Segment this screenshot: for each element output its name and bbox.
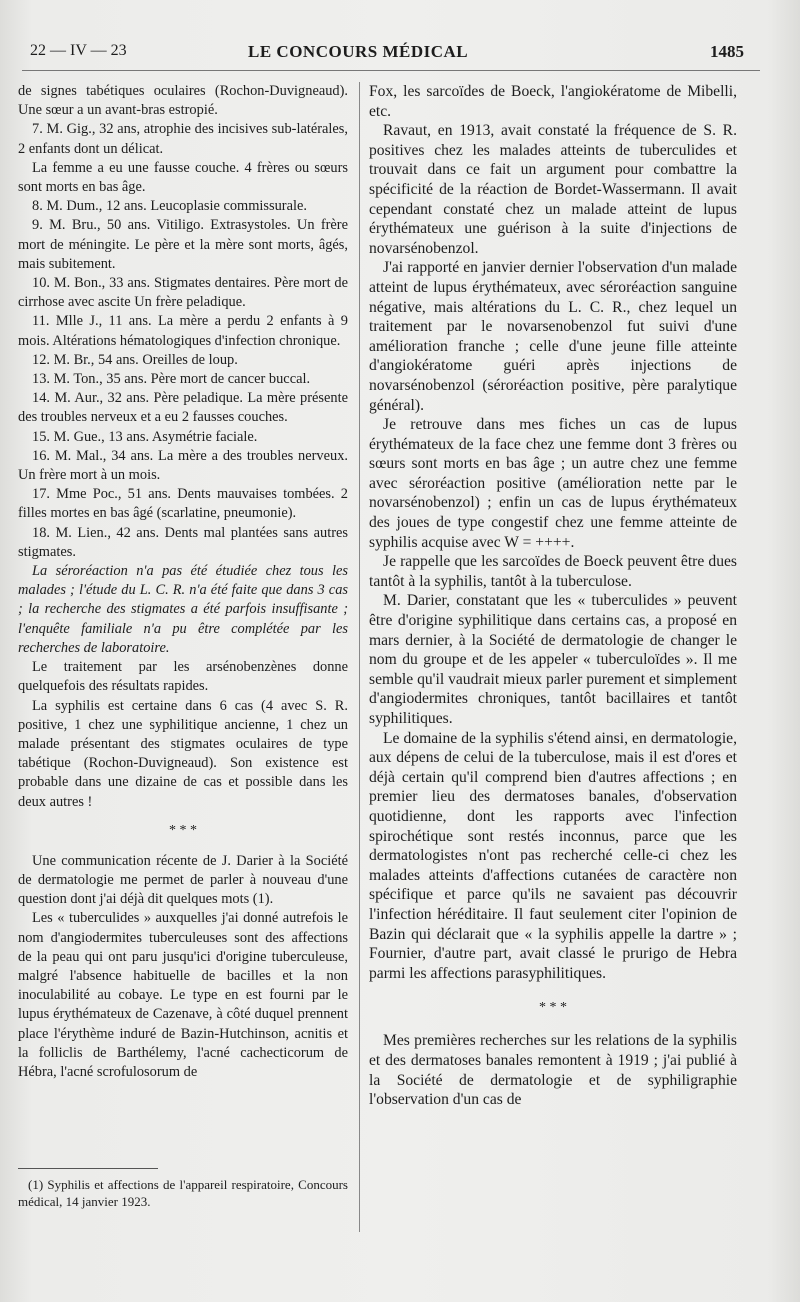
paragraph: 7. M. Gig., 32 ans, atrophie des incisives sub-latérales, 2 enfants dont un délicat.	[18, 121, 348, 157]
paragraph: 10. M. Bon., 33 ans. Stigmates dentaires. Père mort de cirrhose avec ascite Un frère peladique.	[18, 275, 348, 311]
header-date: 22 — IV — 23	[30, 42, 127, 59]
paragraph: 15. M. Gue., 13 ans. Asymétrie faciale.	[32, 428, 258, 445]
paragraph: Fox, les sarcoïdes de Boeck, l'angiokératome de Mibelli, etc.	[369, 83, 737, 120]
paragraph: 11. Mlle J., 11 ans. La mère a perdu 2 enfants à 9 mois. Altérations hématologiques d'infection chronique.	[18, 313, 348, 349]
paragraph: 9. M. Bru., 50 ans. Vitiligo. Extrasystoles. Un frère mort de méningite. Le père et la mère sont morts, âgés, mais subitement.	[18, 217, 348, 272]
paragraph: 12. M. Br., 54 ans. Oreilles de loup.	[32, 351, 238, 368]
paragraph: 13. M. Ton., 35 ans. Père mort de cancer buccal.	[32, 371, 311, 388]
left-paragraphs-after	[18, 852, 348, 1082]
paragraph: Une communication récente de J. Darier à la Société de dermatologie me permet de parler à nouveau d'une question dont j'ai déjà dit quelques mots (1).	[18, 852, 348, 908]
header-rule	[22, 70, 760, 71]
paragraph: La femme a eu une fausse couche. 4 frères ou sœurs sont morts en bas âge.	[18, 159, 348, 196]
right-paragraphs	[369, 82, 737, 983]
paragraph: M. Darier, constatant que les « tuberculides » peuvent être d'origine syphilitique dans certains cas, a proposé en mars dernier, à la Société de dermatologie de changer le nom du groupe et de les appeler « tuberculoïdes ». Il me semble qu'il vaudrait mieux parler purement et simplement d'angiodermites chroniques, tantôt bacillaires et tantôt syphilitiques.	[369, 592, 737, 727]
stars-text: * * *	[539, 1000, 567, 1016]
paragraph: Mes premières recherches sur les relations de la syphilis et des dermatoses banales remontent à 1919 ; j'ai publié à la Société de dermatologie et de syphiligraphie l'observation d'un cas de	[369, 1032, 737, 1109]
paragraph: La syphilis est certaine dans 6 cas (4 avec S. R. positive, 1 chez une syphilitique ancienne, 1 chez un malade présentant des stigmates oculaires de type tabétique (Rochon-Duvigneaud). Son existence est probable dans une dizaine de cas et possible dans les deux autres !	[18, 697, 348, 810]
paragraph: de signes tabétiques oculaires (Rochon-Duvigneaud). Une sœur a un avant-bras estropié.	[18, 83, 348, 119]
page-number: 1485	[710, 42, 744, 61]
footnote-text: (1) Syphilis et affections de l'appareil respiratoire, Concours médical, 14 janvier 1923.	[18, 1177, 348, 1209]
paragraph: Je retrouve dans mes fiches un cas de lupus érythémateux de la face chez une femme dont 3 frères ou sœurs sont morts en bas âge ; un autre chez une femme avec séroréaction positive (amélioration nette par le novarsénobenzol) ; enfin un cas de lupus érythémateux des joues de type congestif chez une femme atteinte de syphilis acquise avec W = ++++.	[369, 416, 737, 551]
paragraph: 17. Mme Poc., 51 ans. Dents mauvaises tombées. 2 filles mortes en bas âgé (scarlatine, pneumonie).	[18, 486, 348, 522]
left-column	[18, 82, 348, 1082]
right-paragraphs-after	[369, 1031, 737, 1109]
section-separator-stars	[18, 824, 348, 838]
paragraph: Le traitement par les arsénobenzènes donne quelquefois des résultats rapides.	[18, 659, 348, 695]
paragraph: Le domaine de la syphilis s'étend ainsi, en dermatologie, aux dépens de celui de la tuberculose, mais il est d'ores et déjà certain qu'il comprend bien d'autres affections ; en premier lieu des dermatoses banales, d'observation quotidienne, dont les rapports avec l'infection spirochétique sont restés inconnus, parce que les dermatologistes n'ont pas recherché celle-ci chez les malades atteints d'affections cutanées de caractère non spécifique et parce qu'ils ne savaient pas découvrir l'infection héréditaire. Il faut seulement citer l'opinion de Bazin qui déclarait que « la syphilis appelle la dartre » ; Fournier, d'autre part, avait classé le prurigo de Hebra parmi les affections parasyphilitiques.	[369, 729, 737, 982]
stars-text: * * *	[169, 822, 197, 838]
paragraph: Ravaut, en 1913, avait constaté la fréquence de S. R. positives chez les malades atteints de tuberculides et trouvait dans ce fait un argument pour combattre la spécificité de la réaction de Bordet-Wassermann. Il avait cependant constaté chez un malade atteint de lupus érythémateux une guérison à la suite d'injections de novarsénobenzol.	[369, 122, 737, 257]
footnote-rule	[18, 1168, 158, 1169]
paragraph: Je rappelle que les sarcoïdes de Boeck peuvent être dues tantôt à la syphilis, tantôt à la tuberculose.	[369, 553, 737, 590]
right-column	[369, 82, 737, 1110]
paragraph: J'ai rapporté en janvier dernier l'observation d'un malade atteint de lupus érythémateux, avec séroréaction sanguine négative, mais altérations du L. C. R., chez lequel un traitement par le novarsenobenzol fut suivi d'une amélioration franche ; celle d'une jeune fille atteinte d'angiokératome guéri après injections de novarsénobenzol (séroréaction positive, père paralytique général).	[369, 259, 737, 414]
journal-title: LE CONCOURS MÉDICAL	[248, 42, 469, 61]
section-separator-stars	[369, 1001, 737, 1015]
left-paragraphs	[18, 82, 348, 812]
paragraph: Les « tuberculides » auxquelles j'ai donné autrefois le nom d'angiodermites tuberculeuses sont des affections de la peau qui ont paru jusqu'ici d'origine tuberculeuse, malgré l'absence habituelle de bacilles et la non inoculabilité au cobaye. Le type en est fourni par le lupus érythémateux de Cazenave, à côté duquel prennent place l'érythème induré de Bazin-Hutchinson, acnitis et la folliclis de Barthélemy, l'acné cachecticorum de Hébra, l'acné scrofulosorum de	[18, 910, 348, 1080]
paragraph: 8. M. Dum., 12 ans. Leucoplasie commissurale.	[32, 198, 307, 215]
paragraph: La séroréaction n'a pas été étudiée chez tous les malades ; l'étude du L. C. R. n'a été faite que dans 3 cas ; la recherche des stigmates a été parfois insuffisante ; l'enquête familiale n'a pu être complétée par les recherches de laboratoire.	[18, 563, 348, 656]
paragraph: 14. M. Aur., 32 ans. Père peladique. La mère présente des troubles nerveux et a eu 2 fausses couches.	[18, 390, 348, 426]
page-header	[30, 42, 744, 66]
column-divider	[359, 82, 360, 1232]
paragraph: 18. M. Lien., 42 ans. Dents mal plantées sans autres stigmates.	[18, 524, 348, 560]
paragraph: 16. M. Mal., 34 ans. La mère a des troubles nerveux. Un frère mort à un mois.	[18, 447, 348, 484]
footnote	[18, 1176, 348, 1210]
